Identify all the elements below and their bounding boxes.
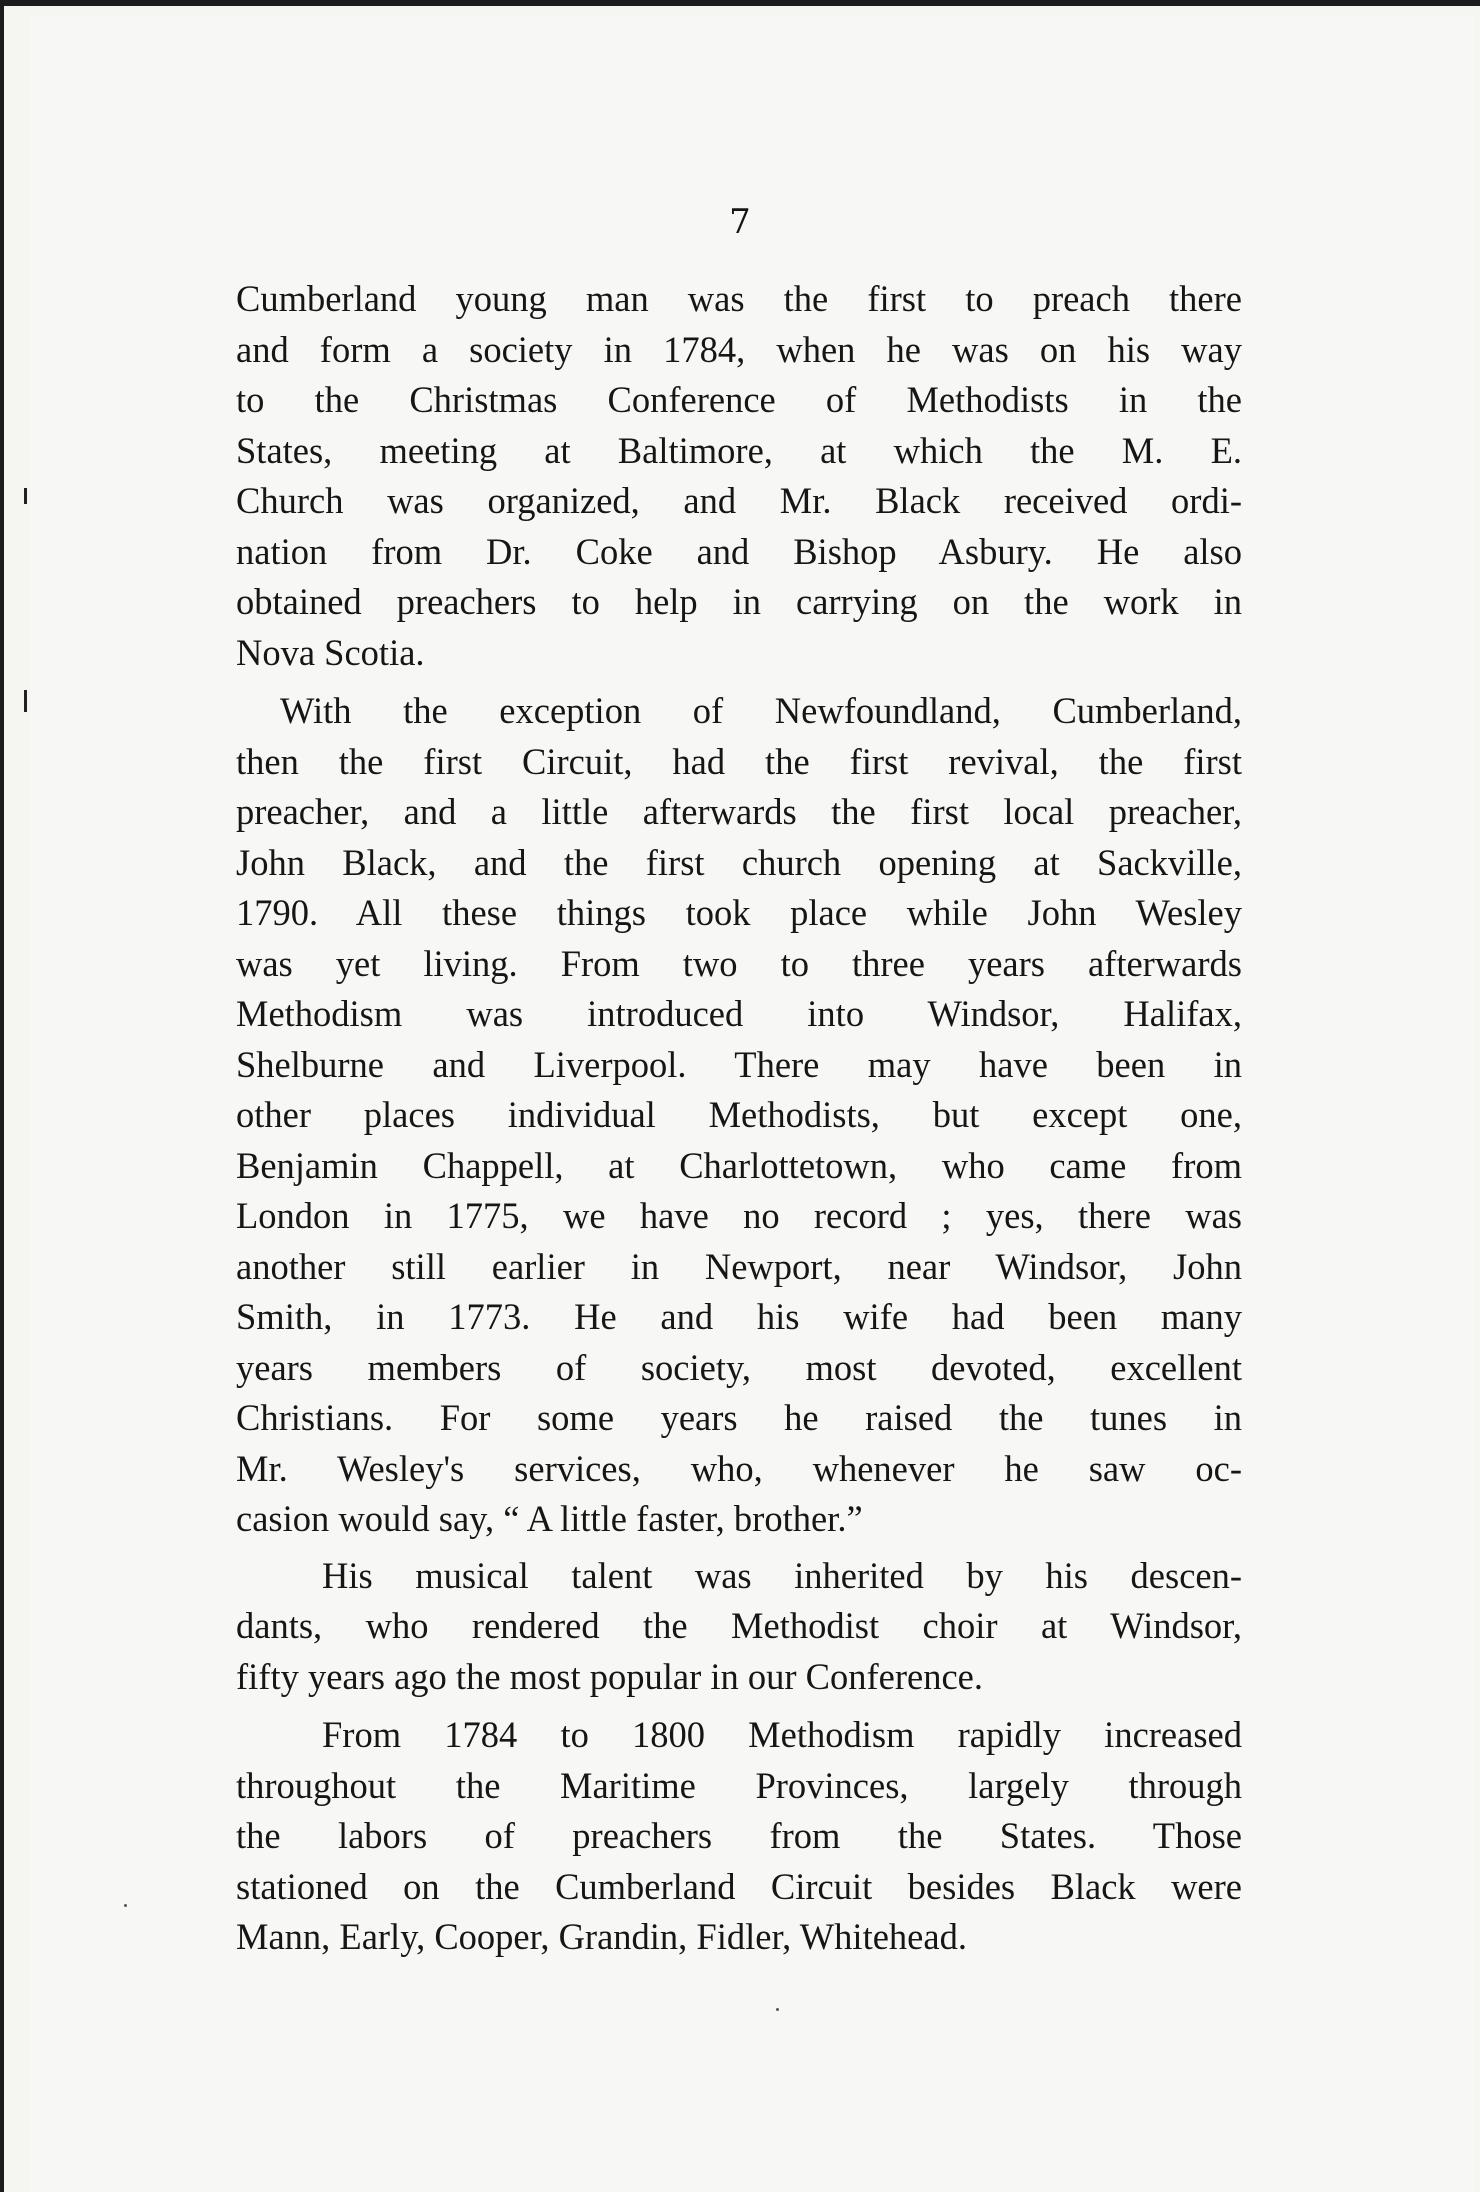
text-line: dants, who rendered the Methodist choir at Windsor, <box>236 1605 1242 1646</box>
text-line: to the Christmas Conference of Methodists in the <box>236 379 1242 420</box>
text-line: His musical talent was inherited by his descen- <box>322 1554 1242 1596</box>
text-line: nation from Dr. Coke and Bishop Asbury. He also <box>236 530 1242 572</box>
paragraph <box>236 1551 1242 1703</box>
page-number: 7 <box>729 202 751 242</box>
body-text <box>236 274 1242 1963</box>
text-line: fifty years ago the most popular in our Conference. <box>236 1655 984 1697</box>
text-line: years members of society, most devoted, excellent <box>236 1346 1242 1388</box>
text-line: stationed on the Cumberland Circuit besides Black were <box>236 1865 1242 1907</box>
paragraph <box>236 686 1242 1545</box>
text-line: From 1784 to 1800 Methodism rapidly increased <box>322 1714 1242 1755</box>
paper-speck <box>776 2008 779 2011</box>
paper-speck <box>124 1904 127 1907</box>
text-line: Mr. Wesley's services, who, whenever he saw oc- <box>236 1447 1242 1489</box>
text-line: another still earlier in Newport, near Windsor, John <box>236 1245 1242 1287</box>
text-line: Christians. For some years he raised the tunes in <box>236 1397 1242 1438</box>
text-line: 1790. All these things took place while John Wesley <box>236 892 1242 933</box>
text-line: Cumberland young man was the first to preach there <box>236 278 1242 319</box>
text-line: John Black, and the first church opening at Sackville, <box>236 841 1242 883</box>
text-line: With the exception of Newfoundland, Cumberland, <box>280 690 1242 731</box>
book-page <box>30 16 1474 2192</box>
text-line: Benjamin Chappell, at Charlottetown, who came from <box>236 1144 1242 1186</box>
text-line: Nova Scotia. <box>236 631 425 673</box>
text-line: States, meeting at Baltimore, at which the M. E. <box>236 429 1242 471</box>
text-line: was yet living. From two to three years afterwards <box>236 942 1242 984</box>
text-line: Church was organized, and Mr. Black received ordi- <box>236 480 1242 521</box>
text-line: Shelburne and Liverpool. There may have been in <box>236 1043 1242 1085</box>
text-line: other places individual Methodists, but except one, <box>236 1094 1242 1135</box>
text-line: casion would say, “ A little faster, brother.” <box>236 1498 863 1539</box>
text-line: throughout the Maritime Provinces, largely through <box>236 1764 1242 1806</box>
text-line: Smith, in 1773. He and his wife had been many <box>236 1296 1242 1337</box>
text-line: preacher, and a little afterwards the first local preacher, <box>236 791 1242 832</box>
binding-mark-lower <box>24 690 27 712</box>
text-line: obtained preachers to help in carrying on the work in <box>236 581 1242 622</box>
paragraph <box>236 274 1242 678</box>
text-line: and form a society in 1784, when he was on his way <box>236 328 1242 370</box>
text-line: Methodism was introduced into Windsor, Halifax, <box>236 993 1242 1034</box>
text-line: London in 1775, we have no record ; yes, there was <box>236 1195 1242 1236</box>
binding-mark-upper <box>24 488 27 504</box>
text-line: the labors of preachers from the States. Those <box>236 1815 1242 1856</box>
text-line: Mann, Early, Cooper, Grandin, Fidler, Whitehead. <box>236 1916 967 1957</box>
paragraph <box>236 1710 1242 1963</box>
text-line: then the first Circuit, had the first revival, the first <box>236 740 1242 782</box>
